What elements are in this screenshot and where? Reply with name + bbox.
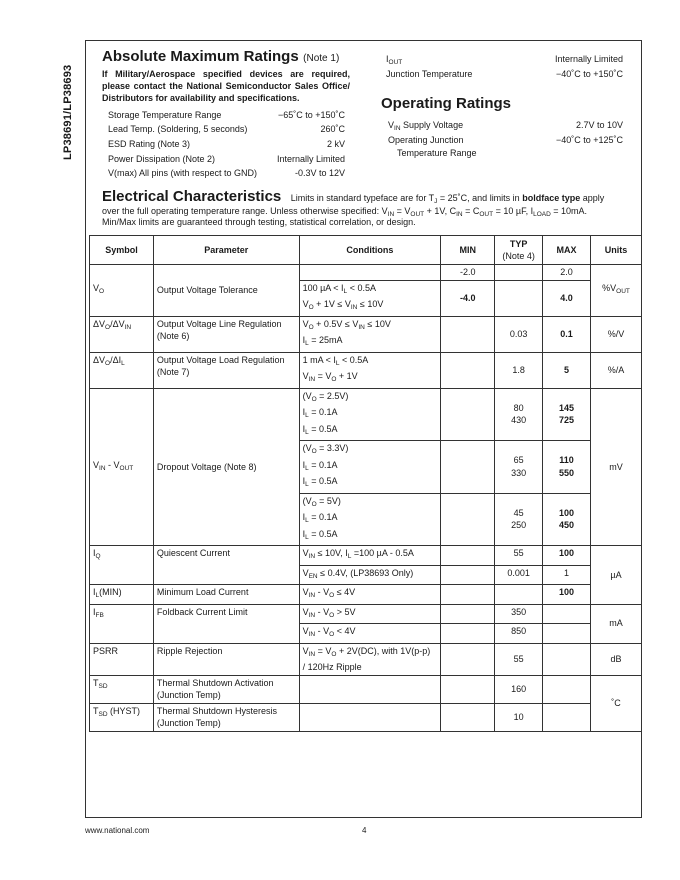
col-typ xyxy=(495,236,543,265)
param-ilmin: Minimum Load Current xyxy=(153,585,299,605)
dropout-il1-b: = 0.1A xyxy=(311,459,338,470)
abs-row-vmax-value: -0.3V to 12V xyxy=(294,168,345,178)
typ-ilmin xyxy=(495,585,543,605)
sym-iq: $I_Q$ xyxy=(90,546,154,585)
cond-dropout-3: $(V_O = 5V)$ $I_L = 0.1A$ $I_L = 0.5A$ xyxy=(299,493,441,546)
max-tsd xyxy=(543,675,591,703)
cond-tsdh xyxy=(299,703,441,731)
cond-tsd xyxy=(299,675,441,703)
cond-dropout-2: $(V_O = 3.3V)$ $I_L = 0.1A$ $I_L = 0.5A$ xyxy=(299,441,441,494)
units-psrr: dB xyxy=(591,643,642,675)
sym-load-reg: $\Delta V_O/\Delta I_L$ xyxy=(90,352,154,388)
cond-vo: 100 $\mu A < I_L < 0.5A$ $V_O + 1V \le V_{IN} \le 10V$ xyxy=(299,280,441,316)
max-ifb-1 xyxy=(543,604,591,624)
line2-c: = 10mA. xyxy=(550,206,588,216)
typ-dropout-2 xyxy=(495,441,543,494)
abs-row-lead-value: 260˚C xyxy=(320,124,345,134)
cond-iq-1: $V_{IN} \le 10V$, $I_L =100$ µA - 0.5A xyxy=(299,546,441,566)
abs-row-power-value: Internally Limited xyxy=(276,154,345,164)
dropout-vo-1: = 2.5V) xyxy=(319,390,349,401)
min-iq-1 xyxy=(441,546,495,566)
sym-psrr: PSRR xyxy=(90,643,154,675)
elec-line2: over the full operating temperature range. Unless otherwise specified: $V_{IN} = V_{OUT} + 1V$, $C_{IN} = C_{OUT} = 10$ µF, $I_{LOAD} = 10mA$. xyxy=(102,206,588,218)
units-load-reg: %/A xyxy=(591,352,642,388)
abs-max-title: Absolute Maximum Ratings xyxy=(102,48,299,65)
footer-page-number: 4 xyxy=(362,826,367,835)
elec-line3: Min/Max limits are guaranteed through testing, statistical correlation, or design. xyxy=(102,217,416,227)
iout-label: $I_{OUT}$ xyxy=(386,54,403,66)
min-vo-2: -4.0 xyxy=(441,280,495,316)
table-header-row xyxy=(90,236,642,265)
part-number-sidebar xyxy=(62,40,78,160)
tsd-p1: Thermal Shutdown Activation xyxy=(156,677,274,688)
junction-temp-value: −40˚C to +150˚C xyxy=(555,69,623,79)
max-iq-1: 100 xyxy=(543,546,591,566)
min-dropout-3 xyxy=(441,493,495,546)
abs-row-storage-label: Storage Temperature Range xyxy=(108,110,222,120)
table-row xyxy=(90,388,642,441)
table-row xyxy=(90,316,642,352)
cond-dropout-1: $(V_O = 2.5V)$ $I_L = 0.1A$ $I_L = 0.5A$ xyxy=(299,388,441,441)
typ-vo-2 xyxy=(495,280,543,316)
ifb-c1: > 5V xyxy=(336,606,356,617)
typ-tsd: 160 xyxy=(495,675,543,703)
typ-line-reg: 0.03 xyxy=(495,316,543,352)
iq-c2: ≤ 0.4V, (LP38693 Only) xyxy=(320,567,414,578)
intro-a: Limits in standard typeface are for T xyxy=(290,193,435,203)
ilmin-sym: (MIN) xyxy=(99,587,122,597)
min-iq-2 xyxy=(441,565,495,585)
max-line-reg: 0.1 xyxy=(543,316,591,352)
d3-max2: 450 xyxy=(559,520,575,531)
dropout-vo-3: = 5V) xyxy=(319,495,341,506)
cond-vo-empty xyxy=(299,265,441,281)
cond-psrr: $V_{IN} = V_O + 2V(DC)$, with 1V(p-p) / 120Hz Ripple xyxy=(299,643,441,675)
cond-iq-2: $V_{EN} \le 0.4V$, (LP38693 Only) xyxy=(299,565,441,585)
vin-supply-text: Supply Voltage xyxy=(403,120,464,130)
max-vo-1: 2.0 xyxy=(543,265,591,281)
line-reg-p1: Output Voltage Line Regulation xyxy=(156,318,282,329)
table-row xyxy=(90,265,642,281)
param-psrr: Ripple Rejection xyxy=(153,643,299,675)
d1-typ1: 80 xyxy=(513,402,524,413)
typ-iq-2: 0.001 xyxy=(495,565,543,585)
max-vo-2: 4.0 xyxy=(543,280,591,316)
abs-row-storage-value: −65˚C to +150˚C xyxy=(277,110,345,120)
typ-label: TYP xyxy=(509,238,528,249)
param-tsd xyxy=(153,675,299,703)
elec-intro: Limits in standard typeface are for $T_J$ = 25˚C, and limits in boldface type apply xyxy=(290,193,605,205)
table-row xyxy=(90,585,642,605)
ifb-c2: < 4V xyxy=(336,626,356,636)
d1-typ2: 430 xyxy=(511,415,527,426)
col-symbol: Symbol xyxy=(90,236,154,265)
units-vo: $\%V_{OUT}$ xyxy=(591,265,642,317)
col-max: MAX xyxy=(543,236,591,265)
max-dropout-2 xyxy=(543,441,591,494)
typ-vo-1 xyxy=(495,265,543,281)
cond-line-reg: $V_O + 0.5V \le V_{IN} \le 10V$ $I_L = 25mA$ xyxy=(299,316,441,352)
d3-typ2: 250 xyxy=(511,520,527,531)
tsd-p2: (Junction Temp) xyxy=(156,690,221,700)
dropout-il1-a: = 0.1A xyxy=(311,407,338,417)
cond-vo-text: < 0.5A xyxy=(349,282,376,293)
min-dropout-2 xyxy=(441,441,495,494)
sym-ilmin: $I_L(MIN)$ xyxy=(90,585,154,605)
typ-dropout-3 xyxy=(495,493,543,546)
cond-ifb-1: $V_{IN} - V_O > 5V$ xyxy=(299,604,441,624)
max-dropout-3 xyxy=(543,493,591,546)
footer-website[interactable]: www.national.com xyxy=(85,826,150,835)
col-min: MIN xyxy=(441,236,495,265)
table-row xyxy=(90,703,642,731)
typ-tsdh: 10 xyxy=(495,703,543,731)
line2-b: = 10 µF, I xyxy=(493,206,534,216)
d2-typ1: 65 xyxy=(513,455,524,466)
d3-typ1: 45 xyxy=(513,507,524,518)
load-reg-p2: (Note 7) xyxy=(156,367,190,377)
vin-supply-label: $V_{IN}$ Supply Voltage xyxy=(388,120,464,132)
psrr-c1: + 2V(DC), with 1V(p-p) xyxy=(338,645,431,656)
cond-ifb-2: $V_{IN} - V_O < 4V$ xyxy=(299,624,441,644)
dropout-il2-c: = 0.5A xyxy=(311,528,338,539)
elec-heading xyxy=(102,188,604,206)
max-psrr xyxy=(543,643,591,675)
sym-ifb: $I_{FB}$ xyxy=(90,604,154,643)
d1-max1: 145 xyxy=(559,402,575,413)
max-ifb-2 xyxy=(543,624,591,644)
table-row xyxy=(90,675,642,703)
max-dropout-1 xyxy=(543,388,591,441)
load-reg-c1: 1 mA < I xyxy=(302,354,336,365)
param-vo: Output Voltage Tolerance xyxy=(153,265,299,317)
intro-b: = 25˚C, and limits in xyxy=(437,193,523,203)
min-psrr xyxy=(441,643,495,675)
d2-typ2: 330 xyxy=(511,467,527,478)
sym-tsdh: $T_{SD}$ (HYST) xyxy=(90,703,154,731)
table-row xyxy=(90,546,642,566)
dropout-il2-b: = 0.5A xyxy=(311,476,338,486)
sym-dropout: $V_{IN} - V_{OUT}$ xyxy=(90,388,154,546)
cond-load-reg: 1 mA < $I_L < 0.5A$ $V_{IN} = V_O + 1V$ xyxy=(299,352,441,388)
intro-c: apply xyxy=(580,193,605,203)
min-vo-1: -2.0 xyxy=(441,265,495,281)
min-tsdh xyxy=(441,703,495,731)
table-row xyxy=(90,352,642,388)
sym-line-reg: $\Delta V_O/\Delta V_{IN}$ xyxy=(90,316,154,352)
op-junction-label-1: Operating Junction xyxy=(388,135,464,145)
units-ifb: mA xyxy=(591,604,642,643)
d2-max1: 110 xyxy=(559,455,574,466)
part-number-text: LP38691/LP38693 xyxy=(62,64,74,160)
sym-vo: $V_O$ xyxy=(90,265,154,317)
iout-value: Internally Limited xyxy=(554,54,623,64)
cond-ilmin: $V_{IN} - V_O \le 4V$ xyxy=(299,585,441,605)
load-reg-p1: Output Voltage Load Regulation xyxy=(156,354,285,365)
table-row xyxy=(90,643,642,675)
param-iq: Quiescent Current xyxy=(153,546,299,585)
min-dropout-1 xyxy=(441,388,495,441)
ilmin-c: ≤ 4V xyxy=(336,587,356,597)
d2-max2: 550 xyxy=(559,467,575,478)
units-line-reg: %/V xyxy=(591,316,642,352)
typ-iq-1: 55 xyxy=(495,546,543,566)
tsdh-sym: (HYST) xyxy=(110,705,141,716)
units-dropout: mV xyxy=(591,388,642,546)
param-ifb: Foldback Current Limit xyxy=(153,604,299,643)
min-tsd xyxy=(441,675,495,703)
abs-max-heading xyxy=(102,48,339,66)
psrr-c2: / 120Hz Ripple xyxy=(302,662,362,672)
op-junction-label-2: Temperature Range xyxy=(397,148,477,158)
max-ilmin: 100 xyxy=(543,585,591,605)
tsdh-p2: (Junction Temp) xyxy=(156,718,221,728)
military-warning: If Military/Aerospace specified devices are required, please contact the National Semiconductor Sales Office/ Distributors for availability and specifications. xyxy=(102,69,350,103)
param-dropout: Dropout Voltage (Note 8) xyxy=(153,388,299,546)
abs-row-lead-label: Lead Temp. (Soldering, 5 seconds) xyxy=(108,124,248,134)
op-junction-value: −40˚C to +125˚C xyxy=(555,135,623,145)
min-load-reg xyxy=(441,352,495,388)
col-units: Units xyxy=(591,236,642,265)
op-ratings-title: Operating Ratings xyxy=(381,95,512,112)
elec-title: Electrical Characteristics xyxy=(102,188,282,205)
col-conditions: Conditions xyxy=(299,236,441,265)
electrical-characteristics-table xyxy=(89,235,642,732)
abs-max-note: (Note 1) xyxy=(303,53,340,64)
min-ilmin xyxy=(441,585,495,605)
min-ifb-1 xyxy=(441,604,495,624)
typ-dropout-1 xyxy=(495,388,543,441)
load-reg-c1b: < 0.5A xyxy=(339,354,369,365)
junction-temp-label: Junction Temperature xyxy=(386,69,473,79)
d3-max1: 100 xyxy=(559,507,575,518)
intro-bold: boldface type xyxy=(522,193,581,203)
abs-row-vmax-label: V(max) All pins (with respect to GND) xyxy=(108,168,258,178)
param-load-reg xyxy=(153,352,299,388)
tsdh-p1: Thermal Shutdown Hysteresis xyxy=(156,705,277,716)
units-iq: µA xyxy=(591,546,642,605)
param-line-reg xyxy=(153,316,299,352)
vin-supply-value: 2.7V to 10V xyxy=(575,120,623,130)
sym-tsd: $T_{SD}$ xyxy=(90,675,154,703)
typ-psrr: 55 xyxy=(495,643,543,675)
iq-c1: ≤ 10V, I xyxy=(317,548,348,558)
abs-row-esd-label: ESD Rating (Note 3) xyxy=(108,139,191,149)
typ-ifb-2: 850 xyxy=(495,624,543,644)
table-row xyxy=(90,604,642,624)
dropout-vo-2: = 3.3V) xyxy=(319,443,349,453)
max-load-reg: 5 xyxy=(543,352,591,388)
line2-a: over the full operating temperature range. Unless otherwise specified: V xyxy=(102,206,388,216)
min-line-reg xyxy=(441,316,495,352)
dropout-il2-a: = 0.5A xyxy=(311,423,338,434)
units-tsd: ˚C xyxy=(591,675,642,731)
line-reg-p2: (Note 6) xyxy=(156,331,190,341)
max-tsdh xyxy=(543,703,591,731)
param-tsdh xyxy=(153,703,299,731)
dropout-il1-c: = 0.1A xyxy=(311,512,338,522)
col-parameter: Parameter xyxy=(153,236,299,265)
d1-max2: 725 xyxy=(559,415,575,426)
abs-row-esd-value: 2 kV xyxy=(326,139,345,149)
max-iq-2: 1 xyxy=(543,565,591,585)
typ-load-reg: 1.8 xyxy=(495,352,543,388)
typ-note: (Note 4) xyxy=(502,251,535,261)
min-ifb-2 xyxy=(441,624,495,644)
abs-row-power-label: Power Dissipation (Note 2) xyxy=(108,154,216,164)
typ-ifb-1: 350 xyxy=(495,604,543,624)
iq-c1b: =100 µA - 0.5A xyxy=(351,548,414,558)
